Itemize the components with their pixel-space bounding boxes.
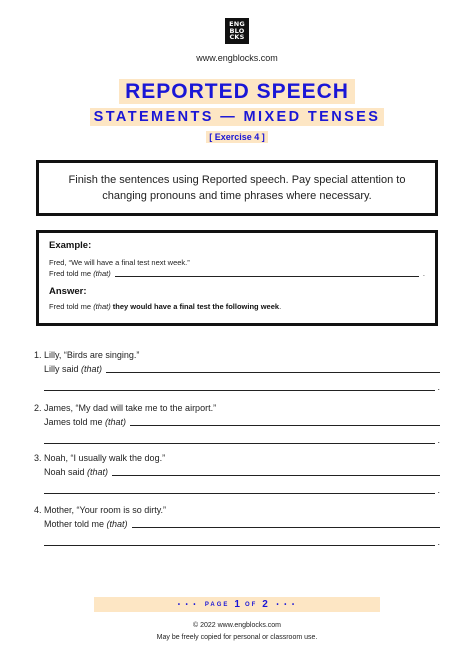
answer-row-continued: . bbox=[34, 485, 440, 495]
answer-row-continued: . bbox=[34, 382, 440, 392]
answer-row: James told me (that) bbox=[34, 417, 440, 427]
answer-row-continued: . bbox=[34, 435, 440, 445]
answer-line[interactable] bbox=[130, 417, 440, 426]
engblocks-logo: ENG BLO CKS bbox=[225, 18, 249, 44]
answer-row-continued: . bbox=[34, 537, 440, 547]
question-3 bbox=[34, 453, 440, 495]
question-prompt: 4. Mother, “Your room is so dirty.” bbox=[34, 505, 167, 515]
worksheet-subtitle: STATEMENTS — MIXED TENSES bbox=[90, 108, 385, 126]
answer-line[interactable] bbox=[44, 435, 435, 444]
worksheet-title: REPORTED SPEECH bbox=[119, 79, 355, 104]
total-pages: 2 bbox=[262, 599, 268, 610]
example-heading: Example: bbox=[49, 240, 92, 251]
answer-row: Noah said (that) bbox=[34, 467, 440, 477]
question-prompt: 2. James, “My dad will take me to the airport.” bbox=[34, 403, 217, 413]
question-4 bbox=[34, 505, 440, 547]
example-stem: Fred told me (that) . bbox=[49, 269, 425, 278]
instructions-box bbox=[36, 160, 438, 216]
answer-row: Mother told me (that) bbox=[34, 519, 440, 529]
instructions-text: Finish the sentences using Reported speech. Pay special attention to changing pronouns and time phrases where necessary. bbox=[68, 174, 406, 202]
answer-row: Lilly said (that) bbox=[34, 364, 440, 374]
answer-line[interactable] bbox=[44, 537, 435, 546]
current-page: 1 bbox=[234, 599, 240, 610]
answer-text: Fred told me (that) they would have a final test the following week. bbox=[49, 302, 282, 311]
answer-line[interactable] bbox=[132, 519, 440, 528]
answer-line[interactable] bbox=[44, 485, 435, 494]
question-2 bbox=[34, 403, 440, 445]
answer-line[interactable] bbox=[112, 467, 440, 476]
answer-heading: Answer: bbox=[49, 286, 87, 297]
site-url[interactable]: www.engblocks.com bbox=[196, 53, 278, 63]
example-answer-line bbox=[115, 269, 419, 277]
question-prompt: 1. Lilly, “Birds are singing.” bbox=[34, 350, 140, 360]
question-prompt: 3. Noah, “I usually walk the dog.” bbox=[34, 453, 166, 463]
example-quote: Fred, “We will have a final test next week.” bbox=[49, 258, 190, 267]
answer-line[interactable] bbox=[44, 382, 435, 391]
page-indicator: • • • PAGE 1 OF 2 • • • bbox=[94, 597, 380, 612]
copyright: © 2022 www.engblocks.com bbox=[192, 622, 282, 629]
usage-note: May be freely copied for personal or classroom use. bbox=[156, 634, 318, 641]
question-1 bbox=[34, 350, 440, 392]
answer-line[interactable] bbox=[106, 364, 440, 373]
example-box bbox=[36, 230, 438, 326]
exercise-label: [ Exercise 4 ] bbox=[206, 131, 268, 143]
